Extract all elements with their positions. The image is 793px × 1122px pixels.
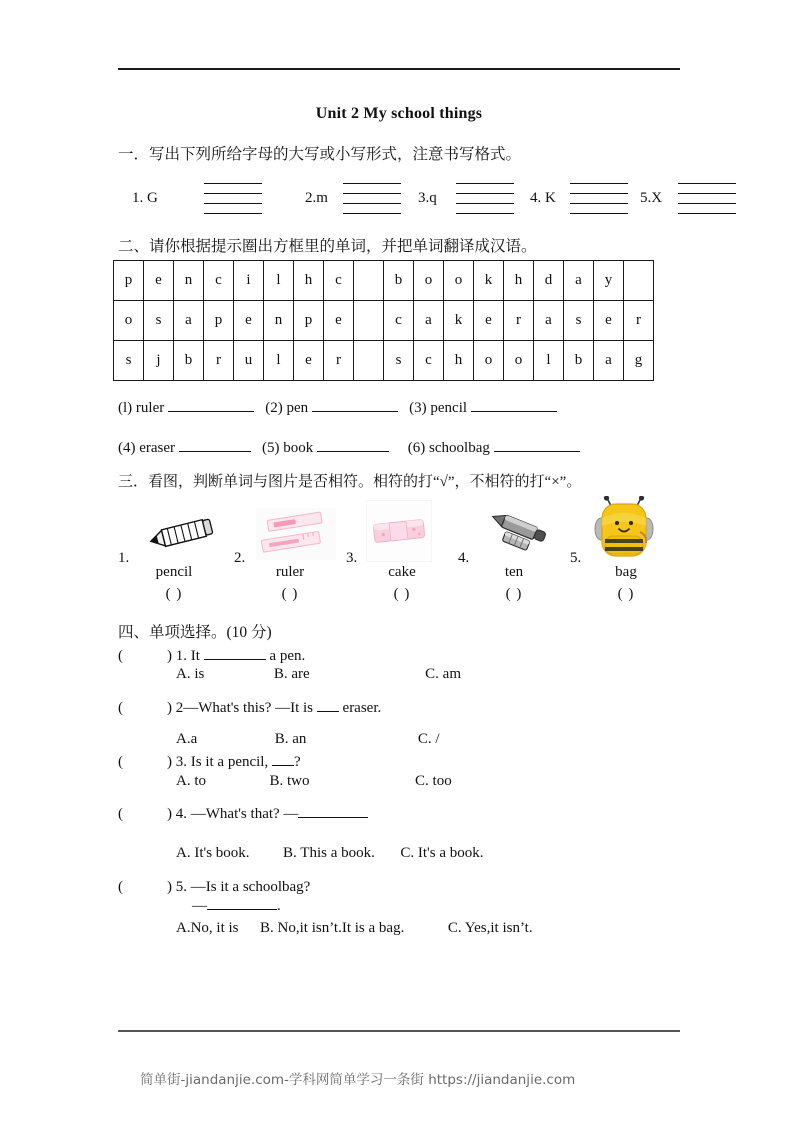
grid-cell-letter[interactable]: l <box>264 341 294 381</box>
answer-paren[interactable]: ( ) <box>393 586 411 602</box>
grid-cell-letter[interactable]: a <box>594 341 624 381</box>
answer-blank[interactable] <box>179 451 251 452</box>
grid-cell-empty[interactable] <box>354 341 384 381</box>
page-title: Unit 2 My school things <box>315 105 483 122</box>
answer-paren-close: ) <box>167 806 172 822</box>
grid-cell-letter[interactable]: j <box>144 341 174 381</box>
mc-option-a[interactable]: A. is <box>176 666 205 682</box>
grid-cell-letter[interactable]: g <box>624 341 654 381</box>
mc-question-4 <box>118 806 368 823</box>
grid-cell-letter[interactable]: s <box>564 301 594 341</box>
grid-cell-letter[interactable]: o <box>114 301 144 341</box>
grid-cell-letter[interactable]: e <box>234 301 264 341</box>
grid-cell-letter[interactable]: e <box>474 301 504 341</box>
answer-paren[interactable]: ( ) <box>505 586 523 602</box>
mc-stem-tail: a pen. <box>265 648 306 664</box>
answer-paren-open: ( <box>118 648 123 664</box>
grid-cell-letter[interactable]: b <box>384 261 414 301</box>
grid-cell-empty[interactable] <box>354 261 384 301</box>
mc-question-5-line2 <box>192 898 281 915</box>
grid-cell-letter[interactable]: s <box>384 341 414 381</box>
mc-stem: 3. Is it a pencil, <box>175 754 272 770</box>
picture-judgement-row <box>118 508 688 618</box>
grid-row <box>114 301 654 341</box>
answer-blank[interactable] <box>471 411 557 412</box>
answer-blank[interactable] <box>312 411 398 412</box>
grid-cell-letter[interactable]: n <box>264 301 294 341</box>
answer-blank[interactable] <box>168 411 254 412</box>
picture-item-number: 1. <box>118 550 130 566</box>
answer-paren-open: ( <box>118 806 123 822</box>
grid-cell-letter[interactable]: s <box>144 301 174 341</box>
header-divider <box>118 68 680 70</box>
mc-question-1 <box>118 648 305 665</box>
picture-word: ruler <box>275 564 305 580</box>
grid-cell-letter[interactable]: b <box>564 341 594 381</box>
grid-cell-letter[interactable]: k <box>444 301 474 341</box>
mc-option-b[interactable]: B. No,it isn’t.It is a bag. <box>260 920 405 936</box>
grid-cell-letter[interactable]: p <box>294 301 324 341</box>
grid-cell-letter[interactable]: k <box>474 261 504 301</box>
handwriting-guide-lines[interactable] <box>678 183 736 213</box>
grid-cell-letter[interactable]: o <box>414 261 444 301</box>
letter-label: 2.m <box>305 190 328 206</box>
grid-cell-letter[interactable]: c <box>204 261 234 301</box>
mc-question-3 <box>118 754 301 771</box>
mc-options-5 <box>176 920 533 937</box>
grid-cell-letter[interactable]: e <box>324 301 354 341</box>
grid-cell-letter[interactable]: s <box>114 341 144 381</box>
mc-option-b[interactable]: B. This a book. <box>283 845 375 861</box>
grid-cell-letter[interactable]: i <box>234 261 264 301</box>
letter-writing-row <box>118 182 688 216</box>
letter-label: 1. G <box>132 190 158 206</box>
answer-paren-open: ( <box>118 879 123 895</box>
answer-blank[interactable] <box>298 817 368 818</box>
mc-stem: 4. —What's that? — <box>175 806 299 822</box>
letter-label: 3.q <box>418 190 437 206</box>
picture-item-number: 3. <box>346 550 358 566</box>
grid-cell-letter[interactable]: a <box>534 301 564 341</box>
grid-cell-letter[interactable]: o <box>444 261 474 301</box>
pen-icon <box>476 508 564 560</box>
grid-cell-empty[interactable] <box>624 261 654 301</box>
mc-stem-tail: eraser. <box>338 700 382 716</box>
letter-label: 5.X <box>640 190 663 206</box>
backpack-icon <box>592 496 656 562</box>
mc-option-c[interactable]: C. It's a book. <box>400 845 484 861</box>
grid-cell-letter[interactable]: c <box>414 341 444 381</box>
word-answer-line-2 <box>118 440 580 457</box>
section-3-heading: 三．看图，判断单词与图片是否相符。相符的打“√”，不相符的打“×”。 <box>118 474 582 490</box>
answer-blank[interactable] <box>317 711 339 712</box>
mc-option-a[interactable]: A.No, it is <box>176 920 239 936</box>
word-answer-line-1 <box>118 400 557 417</box>
footer-divider <box>118 1030 680 1032</box>
section-4-heading: 四、单项选择。(10 分) <box>118 624 272 641</box>
answer-blank[interactable] <box>494 451 580 452</box>
grid-cell-letter[interactable]: o <box>504 341 534 381</box>
mc-question-2 <box>118 700 381 717</box>
mc-options-1 <box>176 666 461 683</box>
answer-paren-open: ( <box>118 700 123 716</box>
grid-cell-letter[interactable]: e <box>144 261 174 301</box>
grid-cell-letter[interactable]: l <box>264 261 294 301</box>
answer-paren[interactable]: ( ) <box>281 586 299 602</box>
letter-label: 4. K <box>530 190 556 206</box>
mc-option-c[interactable]: C. Yes,it isn’t. <box>447 920 533 936</box>
grid-cell-letter[interactable]: e <box>294 341 324 381</box>
handwriting-guide-lines[interactable] <box>204 183 262 213</box>
handwriting-guide-lines[interactable] <box>343 183 401 213</box>
mc-option-b[interactable]: B. are <box>273 666 310 682</box>
grid-cell-letter[interactable]: h <box>294 261 324 301</box>
grid-cell-letter[interactable]: b <box>174 341 204 381</box>
picture-item-number: 5. <box>570 550 582 566</box>
picture-word: pencil <box>155 564 193 580</box>
grid-cell-letter[interactable]: e <box>594 301 624 341</box>
picture-item-number: 2. <box>234 550 246 566</box>
grid-cell-letter[interactable]: r <box>324 341 354 381</box>
handwriting-guide-lines[interactable] <box>570 183 628 213</box>
word-answer-label-2: (2) pen <box>265 400 309 416</box>
answer-blank[interactable] <box>207 909 277 910</box>
answer-paren-close: ) <box>167 879 172 895</box>
mc-stem-tail: ? <box>293 754 301 770</box>
picture-item-number: 4. <box>458 550 470 566</box>
answer-blank[interactable] <box>272 765 294 766</box>
mc-option-b[interactable]: B. two <box>269 773 310 789</box>
grid-row <box>114 341 654 381</box>
grid-cell-letter[interactable]: o <box>474 341 504 381</box>
grid-cell-letter[interactable]: r <box>624 301 654 341</box>
grid-cell-letter[interactable]: n <box>174 261 204 301</box>
grid-row <box>114 261 654 301</box>
mc-options-2 <box>176 731 440 748</box>
grid-cell-empty[interactable] <box>354 301 384 341</box>
answer-blank[interactable] <box>317 451 389 452</box>
mc-options-3 <box>176 773 452 790</box>
eraser-icon <box>366 500 432 562</box>
section-1-heading: 一．写出下列所给字母的大写或小写形式，注意书写格式。 <box>118 146 522 163</box>
answer-paren-close: ) <box>167 700 172 716</box>
answer-paren-open: ( <box>118 754 123 770</box>
mc-stem: 5. —Is it a schoolbag? <box>175 879 311 895</box>
word-answer-label-4: (4) eraser <box>118 440 176 456</box>
answer-paren-close: ) <box>167 754 172 770</box>
grid-cell-letter[interactable]: a <box>174 301 204 341</box>
grid-cell-letter[interactable]: c <box>384 301 414 341</box>
mc-option-c[interactable]: C. / <box>417 731 440 747</box>
handwriting-guide-lines[interactable] <box>456 183 514 213</box>
grid-cell-letter[interactable]: r <box>204 341 234 381</box>
answer-paren[interactable]: ( ) <box>165 586 183 602</box>
mc-stem: 1. It <box>175 648 204 664</box>
answer-blank[interactable] <box>204 659 266 660</box>
grid-cell-letter[interactable]: p <box>114 261 144 301</box>
mc-option-a[interactable]: A. to <box>176 773 206 789</box>
word-answer-label-3: (3) pencil <box>409 400 468 416</box>
picture-word: ten <box>504 564 524 580</box>
answer-paren-close: ) <box>167 648 172 664</box>
mc-option-c[interactable]: C. too <box>415 773 452 789</box>
grid-cell-letter[interactable]: h <box>444 341 474 381</box>
grid-cell-letter[interactable]: y <box>594 261 624 301</box>
word-search-grid[interactable] <box>113 260 654 381</box>
grid-cell-letter[interactable]: r <box>504 301 534 341</box>
ruler-icon <box>252 508 340 560</box>
picture-word: cake <box>388 564 416 580</box>
mc-option-c[interactable]: C. am <box>425 666 462 682</box>
mc-option-a[interactable]: A.a <box>176 731 198 747</box>
word-answer-label-6: (6) schoolbag <box>407 440 490 456</box>
grid-cell-letter[interactable]: u <box>234 341 264 381</box>
answer-paren[interactable]: ( ) <box>617 586 635 602</box>
picture-word: bag <box>615 564 637 580</box>
mc-stem-dash: — <box>192 898 207 914</box>
mc-option-a[interactable]: A. It's book. <box>176 845 250 861</box>
grid-cell-letter[interactable]: l <box>534 341 564 381</box>
grid-cell-letter[interactable]: a <box>414 301 444 341</box>
word-answer-label-5: (5) book <box>262 440 314 456</box>
mc-stem: 2—What's this? —It is <box>175 700 317 716</box>
mc-question-5 <box>118 879 310 896</box>
section-2-heading: 二、请你根据提示圈出方框里的单词，并把单词翻译成汉语。 <box>118 238 537 255</box>
grid-cell-letter[interactable]: h <box>504 261 534 301</box>
mc-options-4 <box>176 845 483 862</box>
pencil-icon <box>136 508 224 560</box>
grid-cell-letter[interactable]: d <box>534 261 564 301</box>
word-answer-label-1: (l) ruler <box>118 400 165 416</box>
grid-cell-letter[interactable]: a <box>564 261 594 301</box>
footer-watermark: 简单街-jiandanjie.com-学科网简单学习一条街 https://jiandanjie.com <box>140 1072 576 1088</box>
mc-stem-period: . <box>277 898 281 914</box>
mc-option-b[interactable]: B. an <box>274 731 307 747</box>
grid-cell-letter[interactable]: p <box>204 301 234 341</box>
grid-cell-letter[interactable]: c <box>324 261 354 301</box>
